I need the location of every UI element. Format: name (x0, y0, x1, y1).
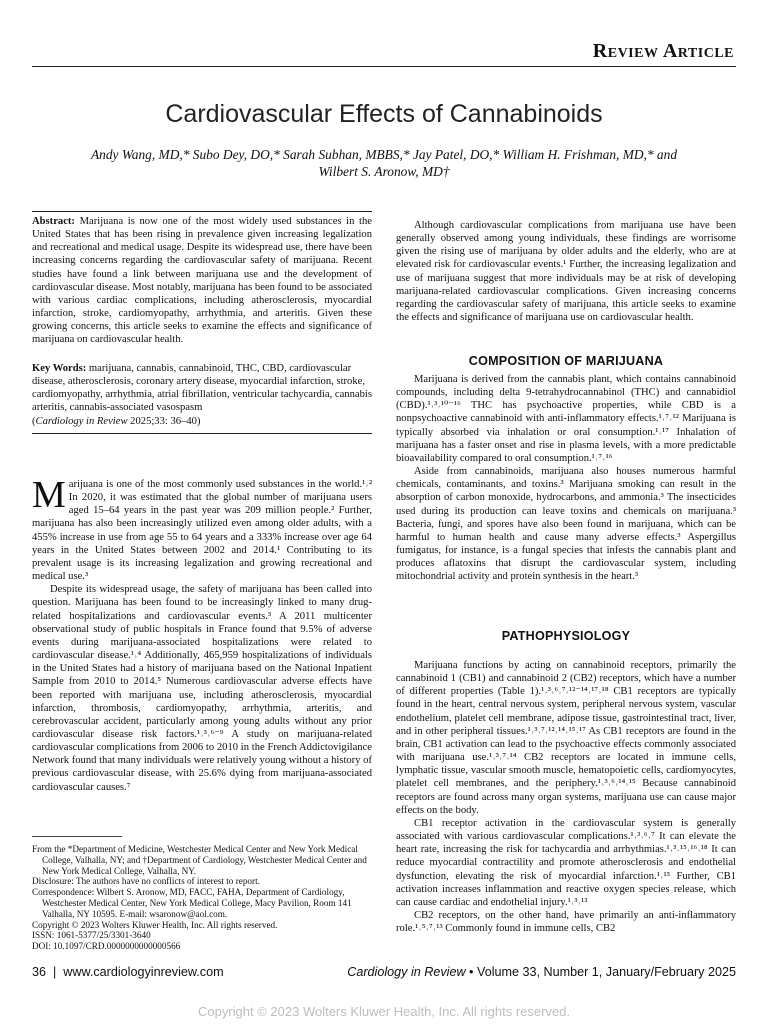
footer-left: 36 | www.cardiologyinreview.com (32, 965, 224, 979)
footnotes (32, 844, 372, 952)
footnote-affiliation: From the *Department of Medicine, Westchester Medical Center and New York Medical College, Valhalla, NY; and †Department of Cardiology, Westchester Medical Center and New York Medical College, Valhalla, NY. (32, 844, 367, 876)
footnote-correspondence: Correspondence: Wilbert S. Aronow, MD, FACC, FAHA, Department of Cardiology, Westchester Medical Center, New York Medical College, Macy Pavilion, Room 141 Valhalla, NY 10595. E-mail: wsaronow@aol.com. (32, 887, 352, 919)
footnote-copyright: Copyright © 2023 Wolters Kluwer Health, Inc. All rights reserved. (32, 919, 278, 930)
abstract-label: Abstract: (32, 216, 75, 227)
abstract (32, 215, 372, 347)
citation: (Cardiology in Review 2025;33: 36–40) (32, 416, 201, 427)
footnote-issn: ISSN: 1061-5377/25/3301-3640 (32, 930, 151, 941)
drop-cap: M (32, 474, 66, 516)
citation-journal: Cardiology in Review (35, 416, 128, 427)
keywords-text: marijuana, cannabis, cannabinoid, THC, CBD, cardiovascular disease, atherosclerosis, coronary artery disease, myocardial infarction, stroke, cardiomyopathy, arrhythmia, atrial fibrillation, ventricular tachycardia, cannabis arteritis, cannabis-associated vasospasm (32, 363, 372, 414)
copyright-watermark: Copyright © 2023 Wolters Kluwer Health, Inc. All rights reserved. (197, 1004, 571, 1019)
article-title: Cardiovascular Effects of Cannabinoids (165, 100, 603, 128)
citation-rest: 2025;33: 36–40) (127, 416, 201, 427)
page-number: 36 (32, 965, 47, 979)
composition-paragraph-2: Aside from cannabinoids, marijuana also houses numerous harmful chemicals, contaminants, and toxins.³ Marijuana smoking can result in the absorption of carbon monoxide, hydrocarbons, and ammonia.³ The insecticides used during its production can leave toxins and chemicals on marijuana.³ Bacteria, fungi, and spores have also been found in marijuana, which can be harmful to human health and cause many adverse effects.³ Aspergillus fumigatus, for instance, is a fungal species that infests the cannabis plant and produces aflatoxins that disrupt the cardiovascular system, including mitochondrial activity and protein synthesis in the heart.³ (396, 466, 736, 583)
section-tag: Review Article (592, 40, 734, 62)
composition-paragraph-1: Marijuana is derived from the cannabis plant, which contains cannabinoid compounds, including delta 9-tetrahydrocannabinol (THC) and cannabidiol (CBD).¹˒³˒¹⁰⁻¹⁶ THC has psychoactive properties, while CBD is a nonpsychoactive cannabinoid with anti-inflammatory effects.¹˒⁷˒¹² Marijuana is typically absorbed via inhalation or oral consumption.¹˒¹⁷ Inhalation of marijuana has a faster onset and rise in plasma levels, with a more predictable bioavailability compared to oral consumption.¹˒⁷˒¹⁶ (396, 374, 736, 464)
keywords (32, 362, 372, 415)
footer-right: Cardiology in Review • Volume 33, Number 1, January/February 2025 (347, 965, 736, 979)
intro-paragraph-2: Despite its widespread usage, the safety of marijuana has been called into question. Marijuana has been found to be increasingly linked to many drug-related hospitalizations and cardiovascular events.³ A 2011 multicenter observational study of public hospitals in France found that 9.5% of adverse events during marijuana-associated hospitalizations were related to cardiovascular disease.¹˒⁴ Additionally, 465,959 hospitalizations of individuals in the United States had a history of marijuana based on the National Inpatient Sample from 2010 to 2014.⁵ Numerous cardiovascular adverse effects have been reported with marijuana use, including atherosclerosis, myocardial infarction, thrombosis, cardiomyopathy, arrhythmia, arteritis, and cerebrovascular accident, particularly among young adults without any prior cardiovascular disease risk factors.¹˒³˒⁶⁻⁹ A study on marijuana-related cardiovascular complications from 2006 to 2010 in the French Addictovigilance Network found that many individuals were relatively young without a history of previous cardiovascular disease, with 25.6% dying from marijuana-associated cardiovascular causes.⁷ (32, 584, 372, 793)
footnote-doi: DOI: 10.1097/CRD.0000000000000566 (32, 941, 181, 952)
abstract-top-rule (32, 211, 372, 212)
intro-paragraph-1: arijuana is one of the most commonly used substances in the world.¹˒² In 2020, it was estimated that the global number of marijuana users aged 15–64 years in the past year was 209 million people.² Further, marijuana has also been increasingly utilized even among older adults, with a 455% increase in use from age 55 to 64 years and a 333% increase over age 64 years in the United States between 2002 and 2014.¹ Contributing to its prevalent usage is its increasing legalization and growing recreational and medical use.³ (32, 479, 372, 583)
keywords-label: Key Words: (32, 363, 87, 374)
authors-line-2: Wilbert S. Aronow, MD† (318, 164, 450, 179)
patho-paragraph-3: CB2 receptors, on the other hand, have primarily an anti-inflammatory role.¹˒⁵˒⁷˒¹³ Commonly found in immune cells, CB2 (396, 909, 736, 935)
footer-issue: Volume 33, Number 1, January/February 2025 (476, 965, 736, 979)
composition-section (396, 373, 736, 584)
right-intro (396, 219, 736, 324)
right-paragraph-1: Although cardiovascular complications from marijuana use have been generally observed among young individuals, these findings are worrisome given the rising use of marijuana by older adults and the elderly, who are at elevated risk for cardiovascular events.¹ Further, the increasing legalization and use of marijuana suggest that more individuals may be at risk of developing marijuana-related cardiovascular complications. Given increasing concerns regarding the cardiovascular safety of marijuana, this article seeks to examine the effects and significance of marijuana use on cardiovascular health. (396, 220, 736, 324)
author-list (60, 146, 708, 180)
heading-pathophysiology: PATHOPHYSIOLOGY (501, 629, 631, 643)
header-rule (32, 66, 736, 67)
journal-url[interactable]: www.cardiologyinreview.com (63, 965, 224, 979)
intro-body (32, 474, 372, 794)
patho-paragraph-1: Marijuana functions by acting on cannabinoid receptors, primarily the cannabinoid 1 (CB1) and cannabinoid 2 (CB2) receptors, which have a number of different properties (Table 1).¹˒³˒⁶˒⁷˒¹²⁻¹⁴˒¹⁷˒¹⁸ CB1 receptors are typically found in the heart, central nervous system, peripheral nervous system, vascular endothelium, platelet cell membrane, adipose tissue, gastrointestinal tract, liver, and in other peripheral tissues.¹˒³˒⁷˒¹²˒¹⁴˒¹⁵˒¹⁷ As CB1 receptors are found in the brain, CB1 activation can lead to the psychoactive effects commonly associated with marijuana use.¹˒³˒⁷˒¹⁴ CB2 receptors are located in immune cells, lymphatic tissue, vascular smooth muscle, hematopoietic cells, cardiomyocytes, platelet cell membranes, and the periphery.¹˒³˒⁶˒¹⁴˒¹⁵ Because cannabinoid receptors are found across many organ systems, marijuana use can cause major effects on the body. (396, 660, 736, 816)
patho-paragraph-2: CB1 receptor activation in the cardiovascular system is generally associated with various cardiovascular complications.¹˒³˒⁶˒⁷ It can elevate the heart rate, increasing the risk for tachycardia and arrhythmias.¹˒³˒¹⁵˒¹⁶˒¹⁸ It can reduce myocardial contractility and promote atherosclerosis and endothelial dysfunction, elevating the risk of myocardial infarction.¹˒¹³ Further, CB1 activation increases inflammation and reactive oxygen species release, which can cause cardiac and endothelial injury.¹˒³˒¹³ (396, 817, 736, 908)
heading-composition: COMPOSITION OF MARIJUANA (468, 354, 664, 368)
footer-journal: Cardiology in Review (347, 965, 466, 979)
abstract-text: Marijuana is now one of the most widely used substances in the United States that has been rising in prevalence given increasing legalization and recreational and medical usage. Despite its widespread use, there have been increasing concerns regarding the cardiovascular safety of marijuana. Recent studies have found a link between marijuana use and the development of cardiovascular disease. Most notably, marijuana has been found to be associated with various cardiac complications, including atherosclerosis, myocardial infarction, stroke, cardiomyopathy, arrhythmia, and arteritis. Given these growing concerns, this article seeks to examine the effects and significance of marijuana on cardiovascular health. (32, 216, 372, 346)
pathophysiology-section (396, 659, 736, 935)
authors-line-1: Andy Wang, MD,* Subo Dey, DO,* Sarah Subhan, MBBS,* Jay Patel, DO,* William H. Frishman, MD,* and (90, 147, 678, 162)
footnote-rule (32, 836, 122, 837)
footnote-disclosure: Disclosure: The authors have no conflicts of interest to report. (32, 876, 260, 887)
abstract-bottom-rule (32, 433, 372, 434)
